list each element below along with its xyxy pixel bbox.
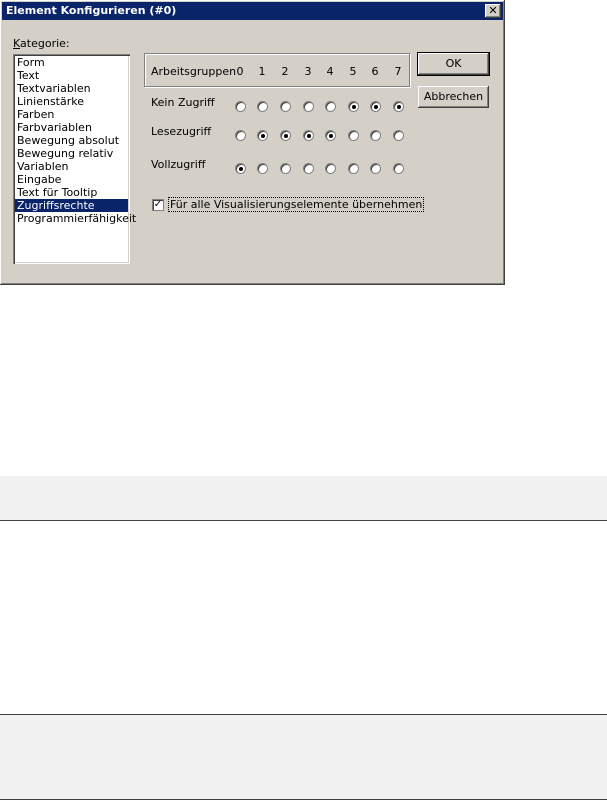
access-radio[interactable]	[303, 163, 314, 174]
access-radio[interactable]	[325, 101, 336, 112]
category-label: Kategorie:	[13, 37, 70, 50]
access-radio[interactable]	[257, 130, 268, 141]
category-item[interactable]: Eingabe	[17, 173, 62, 186]
access-radio[interactable]	[325, 163, 336, 174]
title-bar	[2, 2, 503, 20]
category-item[interactable]: Textvariablen	[17, 82, 91, 95]
access-radio[interactable]	[257, 101, 268, 112]
group-number: 0	[236, 65, 244, 78]
group-number: 6	[371, 65, 379, 78]
category-item[interactable]: Form	[17, 56, 45, 69]
group-number: 1	[258, 65, 266, 78]
access-radio[interactable]	[280, 163, 291, 174]
groups-label: Arbeitsgruppen	[151, 65, 237, 78]
category-item[interactable]: Bewegung absolut	[17, 134, 120, 147]
page-band-bottom	[0, 714, 607, 800]
access-radio[interactable]	[348, 101, 359, 112]
access-radio[interactable]	[370, 130, 381, 141]
access-radio[interactable]	[348, 130, 359, 141]
access-radio[interactable]	[235, 101, 246, 112]
access-radio[interactable]	[325, 130, 336, 141]
category-item[interactable]: Text für Tooltip	[17, 186, 98, 199]
category-item[interactable]: Zugriffsrechte	[15, 199, 128, 212]
apply-all-label[interactable]: Für alle Visualisierungselemente übernehmen	[170, 198, 423, 211]
category-item[interactable]: Text	[17, 69, 40, 82]
access-row-label: Vollzugriff	[151, 158, 206, 171]
group-number: 2	[281, 65, 289, 78]
cancel-button[interactable]: Abbrechen	[418, 86, 489, 108]
access-radio[interactable]	[393, 130, 404, 141]
access-row-label: Lesezugriff	[151, 125, 212, 138]
category-item[interactable]: Farben	[17, 108, 55, 121]
apply-all-checkbox[interactable]: ✓	[153, 199, 163, 210]
category-item[interactable]: Farbvariablen	[17, 121, 92, 134]
category-item[interactable]: Variablen	[17, 160, 69, 173]
access-row-label: Kein Zugriff	[151, 96, 215, 109]
group-number: 5	[349, 65, 357, 78]
access-radio[interactable]	[393, 101, 404, 112]
access-radio[interactable]	[393, 163, 404, 174]
group-number: 7	[394, 65, 402, 78]
access-radio[interactable]	[235, 130, 246, 141]
access-radio[interactable]	[235, 163, 246, 174]
close-icon[interactable]: ✕	[485, 4, 501, 18]
page-band-top	[0, 476, 607, 521]
category-item[interactable]: Programmierfähigkeit	[17, 212, 137, 225]
access-radio[interactable]	[348, 163, 359, 174]
access-radio[interactable]	[370, 163, 381, 174]
ok-button[interactable]: OK	[418, 53, 489, 75]
category-item[interactable]: Bewegung relativ	[17, 147, 114, 160]
category-listbox[interactable]	[13, 54, 137, 264]
access-radio[interactable]	[280, 101, 291, 112]
configure-element-dialog	[0, 0, 505, 285]
window-title: Element Konfigurieren (#0)	[6, 4, 177, 17]
access-radio[interactable]	[257, 163, 268, 174]
group-number: 3	[304, 65, 312, 78]
access-radio[interactable]	[280, 130, 291, 141]
access-radio[interactable]	[303, 130, 314, 141]
access-radio[interactable]	[370, 101, 381, 112]
category-item[interactable]: Linienstärke	[17, 95, 85, 108]
access-radio[interactable]	[303, 101, 314, 112]
group-number: 4	[326, 65, 334, 78]
